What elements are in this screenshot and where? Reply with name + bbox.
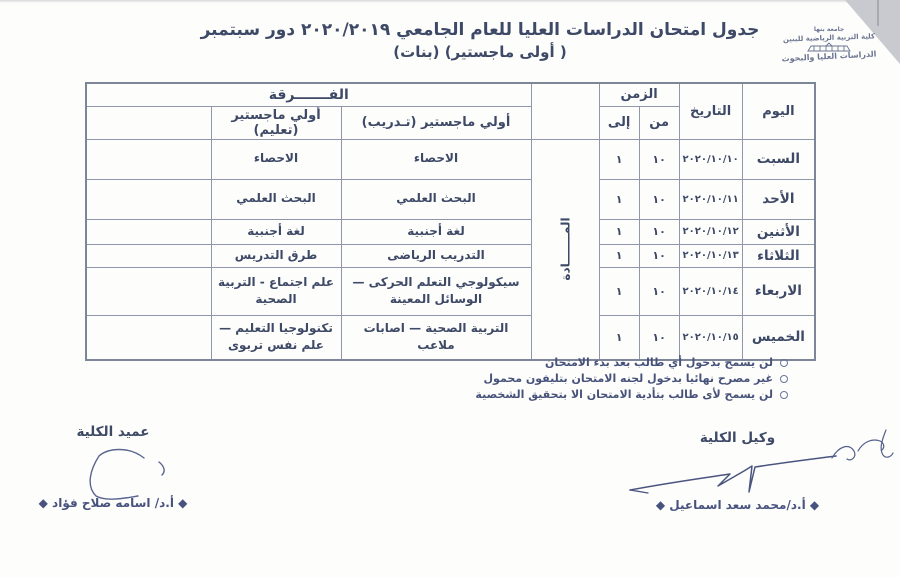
- time-to-cell: ١: [599, 139, 639, 179]
- time-from-cell: ١٠: [639, 179, 679, 219]
- header-empty-column: [86, 106, 211, 139]
- table-row-wednesday: [86, 267, 815, 315]
- empty-cell: [86, 179, 211, 219]
- note-text: غير مصرح نهائيا بدخول لجنه الامتحان بتليفون محمول: [483, 372, 773, 385]
- dean-signature-scribble: [26, 440, 201, 502]
- empty-cell: [86, 267, 211, 315]
- time-to-cell: ١: [599, 219, 639, 244]
- note-item: [475, 356, 788, 369]
- scan-corner-mark: [877, 0, 879, 26]
- day-cell: الأثنين: [742, 219, 815, 244]
- stamp-university-name: جامعة بنها: [813, 26, 845, 33]
- date-cell: ٢٠٢٠/١٠/١١: [679, 179, 742, 219]
- teaching-subject-cell: الاحصاء: [211, 139, 341, 179]
- teaching-subject-cell: طرق التدريس: [211, 244, 341, 267]
- training-subject-cell: التربية الصحية — اصابات ملاعب: [341, 315, 531, 360]
- circle-bullet-icon: [780, 375, 788, 383]
- day-cell: الأحد: [742, 179, 815, 219]
- document-title: [160, 20, 800, 61]
- day-cell: السبت: [742, 139, 815, 179]
- date-cell: ٢٠٢٠/١٠/١٤: [679, 267, 742, 315]
- day-cell: الاربعاء: [742, 267, 815, 315]
- time-from-cell: ١٠: [639, 219, 679, 244]
- vice-dean-name: ◆ أ.د/محمد سعد اسماعيل ◆: [655, 498, 820, 512]
- stamp-department-name: الدراسات العليا والبحوث: [781, 49, 877, 64]
- time-from-cell: ١٠: [639, 315, 679, 360]
- time-to-cell: ١: [599, 267, 639, 315]
- date-cell: ٢٠٢٠/١٠/١٢: [679, 219, 742, 244]
- teaching-subject-cell: البحث العلمي: [211, 179, 341, 219]
- training-subject-cell: التدريب الرياضى: [341, 244, 531, 267]
- header-date: التاريخ: [679, 83, 742, 139]
- header-grade: الفـــــــرقة: [86, 83, 531, 106]
- header-time: الزمن: [599, 83, 679, 106]
- time-from-cell: ١٠: [639, 139, 679, 179]
- day-cell: الثلاثاء: [742, 244, 815, 267]
- empty-cell: [86, 244, 211, 267]
- title-line-2: ( أولى ماجستير) (بنات): [393, 43, 567, 61]
- time-from-cell: ١٠: [639, 267, 679, 315]
- vice-dean-title: وكيل الكلية: [699, 430, 776, 446]
- table-row-sunday: [86, 179, 815, 219]
- header-time-to: إلى: [599, 106, 639, 139]
- empty-cell: [86, 139, 211, 179]
- table-row-tuesday: [86, 244, 815, 267]
- teaching-subject-cell: لغة أجنبية: [211, 219, 341, 244]
- time-to-cell: ١: [599, 244, 639, 267]
- circle-bullet-icon: [780, 391, 788, 399]
- note-item: [475, 372, 788, 385]
- header-subject-spacer: [531, 83, 599, 139]
- header-teaching-column: أولي ماجستير (تعليم): [211, 106, 341, 139]
- dean-title: عميد الكلية: [76, 424, 150, 440]
- title-line-1: جدول امتحان الدراسات العليا للعام الجامعي ٢٠٢٠/٢٠١٩ دور سبتمبر: [200, 20, 760, 40]
- time-from-cell: ١٠: [639, 244, 679, 267]
- table-row-saturday: [86, 139, 815, 179]
- exam-rules-notes: [475, 356, 788, 404]
- teaching-subject-cell: علم اجتماع - التربية الصحية: [211, 267, 341, 315]
- date-cell: ٢٠٢٠/١٠/١٥: [679, 315, 742, 360]
- dean-name: ◆ أ.د/ اسامه صلاح فؤاد ◆: [38, 496, 188, 510]
- vice-dean-signature-scribble: [618, 446, 858, 498]
- day-cell: الخميس: [742, 315, 815, 360]
- teaching-subject-cell: تكنولوجيا التعليم — علم نفس تربوى: [211, 315, 341, 360]
- empty-cell: [86, 219, 211, 244]
- exam-schedule-table: [85, 82, 816, 361]
- training-subject-cell: لغة أجنبية: [341, 219, 531, 244]
- subject-vertical-text: المـــــــادة: [558, 217, 573, 281]
- circle-bullet-icon: [780, 359, 788, 367]
- time-to-cell: ١: [599, 315, 639, 360]
- date-cell: ٢٠٢٠/١٠/١٣: [679, 244, 742, 267]
- note-text: لن يسمح بدخول أي طالب بعد بدء الامتحان: [545, 356, 773, 369]
- stamp-faculty-name: كلية التربية الرياضية للبنين: [782, 31, 876, 44]
- scan-edge-shade: [0, 0, 900, 3]
- training-subject-cell: الاحصاء: [341, 139, 531, 179]
- header-day: اليوم: [742, 83, 815, 139]
- handwritten-annotation: [826, 418, 898, 474]
- time-to-cell: ١: [599, 179, 639, 219]
- table-row-monday: [86, 219, 815, 244]
- training-subject-cell: البحث العلمي: [341, 179, 531, 219]
- training-subject-cell: سيكولوجي التعلم الحركى — الوسائل المعينة: [341, 267, 531, 315]
- note-item: [475, 388, 788, 401]
- table-row-thursday: [86, 315, 815, 360]
- subject-column-label: [531, 139, 599, 360]
- empty-cell: [86, 315, 211, 360]
- dean-signature-block: [18, 424, 208, 510]
- note-text: لن يسمح لأى طالب بتأدية الامتحان الا بتحقيق الشخصية: [475, 388, 773, 401]
- header-training-column: أولي ماجستير (تـدريب): [341, 106, 531, 139]
- date-cell: ٢٠٢٠/١٠/١٠: [679, 139, 742, 179]
- header-time-from: من: [639, 106, 679, 139]
